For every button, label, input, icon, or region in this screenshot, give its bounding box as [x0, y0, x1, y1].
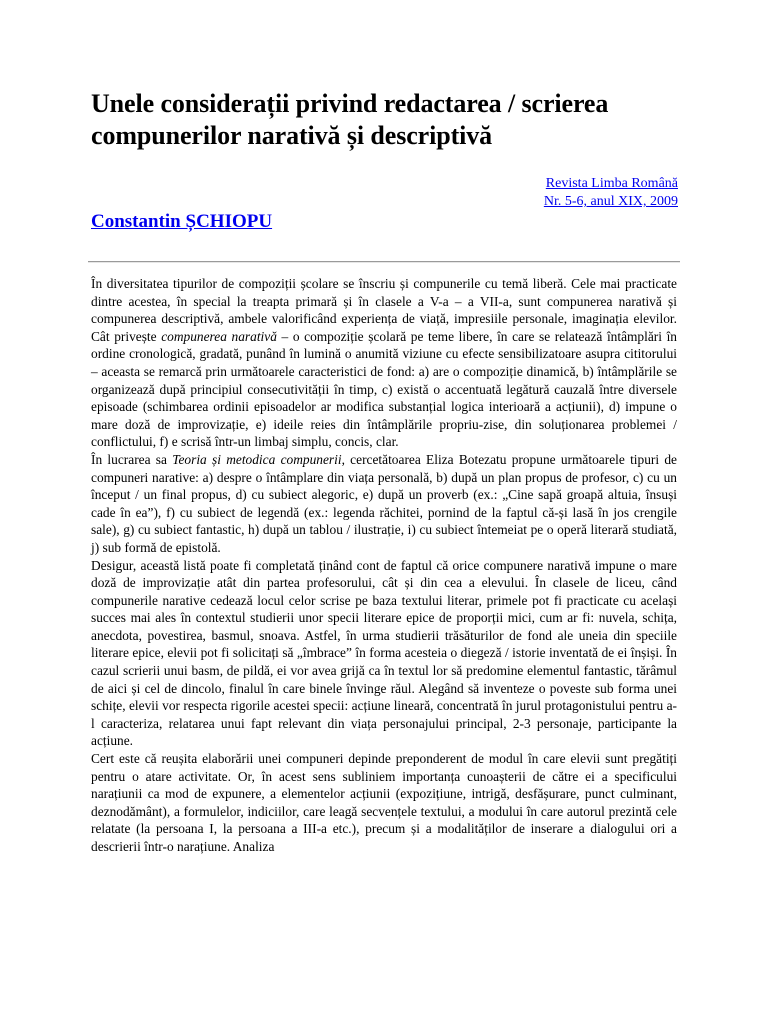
emphasis-term: compunerea narativă [161, 328, 277, 344]
author-link[interactable]: Constantin ȘCHIOPU [91, 211, 273, 232]
paragraph-text: Desigur, această listă poate fi completată ținând cont de faptul că orice compunere narativă impune o mare doză de improvizație atât din partea profesorului, cât și din cea a elevului. În clasele de liceu, când compunerile narative cedează locul celor scrise pe baza textului literar, primele pot fi practicate cu același succes mai ales în contextul studierii unor specii literare epice de proporții mici, cum ar fi: nuvela, schița, anecdota, povestirea, basmul, snoava. Astfel, în urma studierii trăsăturilor de fond ale uneia din speciile literare epice, elevii pot fi solicitați să „îmbrace” în forma acesteia o diegeză / istorie inventată de ei înșiși. În cazul scrierii unui basm, de pildă, ei vor avea grijă ca în textul lor să predomine elementul fantastic, tărâmul de aici și cel de dincolo, finalul în care binele învinge răul. Alegând să inventeze o poveste sub forma unei schițe, elevii vor respecta rigorile acestei specii: acțiune lineară, concentrată în jurul protagonistului pentru a-l caracteriza, relatarea unui fapt relevant din viața personajului principal, 2-3 personaje, participante la acțiune. [91, 557, 677, 749]
paragraph [91, 275, 677, 451]
paragraph-text: , cercetătoarea Eliza Botezatu propune următoarele tipuri de compuneri narative: a) despre o întâmplare din viața personală, b) după un plan propus de profesor, c) cu un început / un final propus, d) cu subiect alegoric, e) după un proverb (ex.: „Cine sapă groapă altuia, însuși cade în ea”), f) cu subiect de legendă (ex.: legenda răchitei, pornind de la faptul că-și lasă în jos crengile sale), g) cu subiect fantastic, h) după un tablou / ilustrație, i) cu subiect întemeiat pe o operă literară studiată, j) sub formă de epistolă. [91, 451, 677, 555]
article-body [91, 275, 677, 856]
divider [88, 261, 680, 263]
paragraph [91, 451, 677, 557]
book-title: Teoria și metodica compunerii [172, 451, 342, 467]
author-name [91, 209, 272, 235]
paragraph-text: – o compoziție școlară pe teme libere, în care se relatează întâmplări în ordine cronologică, gradată, punând în lumină o anumită viziune cu efecte sensibilizatoare asupra cititorului – aceasta se remarcă prin următoarele caracteristici de fond: a) are o compoziție dinamică, b) întâmplările se organizează după principiul consecutivității în timp, c) există o accentuată legătură cauzală între diversele episoade (schimbarea ordinii episoadelor ar modifica substanțial logica interioară a acțiunii), d) impune o mare doză de improvizație, e) ideile reies din întâmplările propriu-zise, din soluționarea problemei / conflictului, f) e scrisă într-un limbaj simplu, concis, clar. [91, 328, 678, 450]
paragraph [91, 557, 677, 751]
journal-link[interactable]: Revista Limba Română [545, 176, 678, 191]
paragraph-text: Cert este că reușita elaborării unei compuneri depinde preponderent de modul în care elevii sunt pregătiți pentru o atare activitate. Or, în acest sens subliniem importanța cunoașterii de către ei a specificului narațiunii ca mod de expunere, a elementelor acțiunii (expozițiune, intrigă, desfășurare, punct culminant, deznodământ), a formulelor, indiciilor, care leagă secvențele textului, a modului în care autorul prezintă cele relatate (la persoana I, la persoana a III-a etc.), precum și a modalităților de inserare a dialogului ori a descrierii într-o narațiune. Analiza [91, 751, 677, 854]
paragraph-text: În diversitatea tipurilor de compoziții școlare se înscriu și compunerile cu temă liberă. Cele mai practicate dintre acestea, în special la treapta primară și în clasele a V-a – a VII-a, sunt compunerea narativă și compunerea descriptivă, ambele valorificând experiența de viață, impresiile personale, imaginația elevilor. Cât privește [91, 276, 677, 344]
paragraph [91, 750, 677, 856]
issue-link[interactable]: Nr. 5-6, anul XIX, 2009 [543, 194, 678, 209]
article-title: Unele considerații privind redactarea / scrierea compunerilor narativă și descriptivă [91, 89, 609, 150]
source-citation [544, 175, 678, 211]
paragraph-text: În lucrarea sa [91, 451, 173, 467]
